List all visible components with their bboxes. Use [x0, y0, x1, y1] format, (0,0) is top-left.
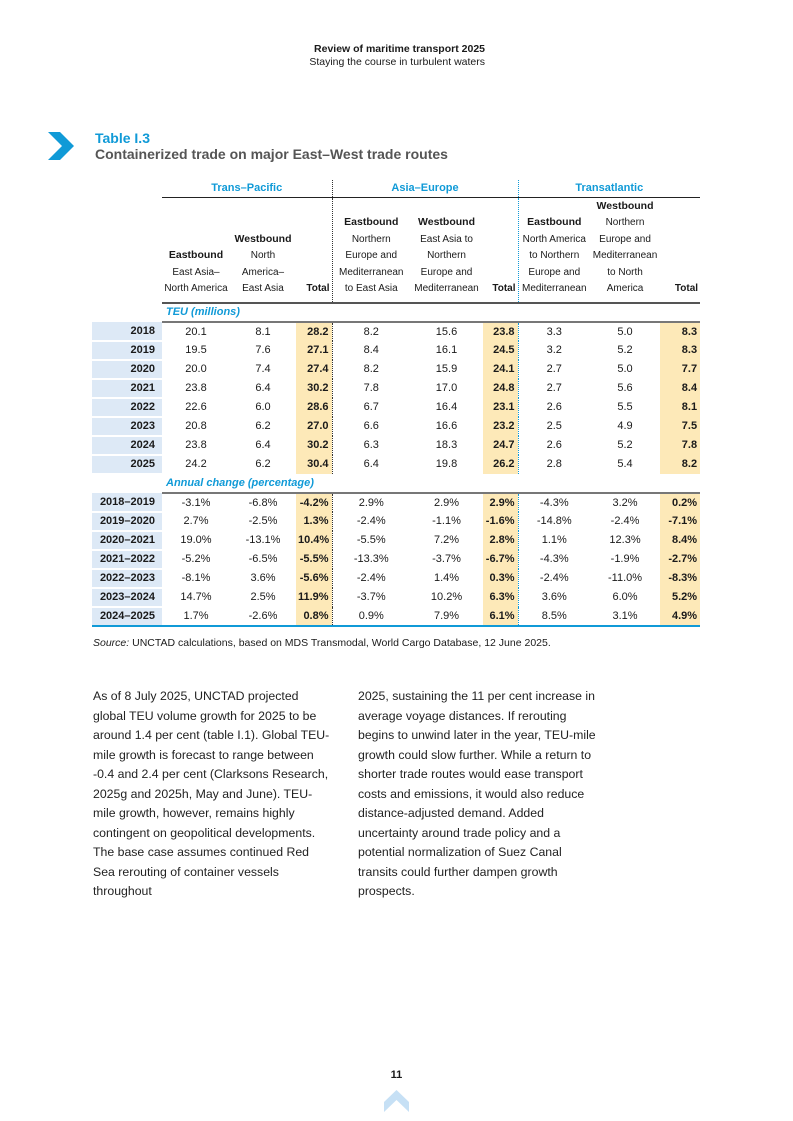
value-cell: 3.6%	[250, 572, 276, 584]
value-cell: 4.9	[617, 420, 633, 432]
column-description: East Asia–North America	[164, 266, 228, 294]
row-year: 2022–2023	[92, 569, 162, 588]
column-description: Total	[306, 283, 330, 294]
value-cell: 2.9%	[332, 493, 410, 512]
report-title: Review of maritime transport 2025	[314, 43, 485, 55]
total-cell: 7.8	[660, 436, 700, 455]
total-cell: 2.8%	[483, 531, 518, 550]
row-year: 2021–2022	[92, 550, 162, 569]
value-cell: 5.2	[617, 344, 633, 356]
value-cell: 2.9%	[433, 496, 460, 509]
row-year: 2024–2025	[92, 607, 162, 626]
row-year: 2022	[92, 398, 162, 417]
total-cell: 24.1	[483, 360, 518, 379]
section-header-row	[92, 474, 700, 493]
value-cell: 3.1%	[590, 607, 660, 626]
total-cell: 27.1	[296, 341, 332, 360]
empty-cell	[92, 197, 162, 303]
value-cell: 5.0	[617, 363, 633, 375]
total-cell: 0.2%	[660, 493, 700, 512]
total-cell: 28.2	[296, 322, 332, 341]
value-cell: 5.0	[617, 325, 633, 338]
column-header	[296, 197, 332, 303]
value-cell: 20.8	[185, 420, 207, 432]
total-cell: 8.2	[660, 455, 700, 474]
table-row	[92, 436, 700, 455]
source-label: Source:	[93, 637, 130, 649]
value-cell: 6.4	[255, 439, 271, 451]
value-cell: 8.4	[332, 341, 410, 360]
table-row	[92, 398, 700, 417]
total-cell: 8.4	[660, 379, 700, 398]
value-cell: 1.7%	[162, 607, 230, 626]
table-row	[92, 379, 700, 398]
value-cell: 2.7%	[183, 515, 209, 527]
value-cell: 6.4	[332, 455, 410, 474]
value-cell: 24.2	[185, 458, 207, 470]
report-subtitle: Staying the course in turbulent waters	[309, 56, 485, 68]
value-cell: -4.3%	[518, 550, 590, 569]
table-row	[92, 607, 700, 626]
column-direction: Eastbound	[344, 216, 399, 228]
table-row	[92, 455, 700, 474]
column-header	[332, 197, 410, 303]
value-cell: -2.4%	[332, 512, 410, 531]
value-cell: 6.7	[332, 398, 410, 417]
value-cell: 6.0	[255, 401, 271, 413]
total-cell: 7.5	[660, 417, 700, 436]
column-description: North America to Northern Europe and Mediterranean	[522, 233, 587, 294]
total-cell: 6.3%	[483, 588, 518, 607]
table-row	[92, 512, 700, 531]
row-year: 2021	[92, 379, 162, 398]
table-title: Containerized trade on major East–West trade routes	[95, 146, 448, 162]
value-cell: -2.5%	[248, 515, 278, 527]
value-cell: 6.6	[332, 417, 410, 436]
value-cell: -11.0%	[608, 572, 643, 584]
table-row	[92, 360, 700, 379]
total-cell: 27.0	[296, 417, 332, 436]
value-cell: -2.4%	[610, 515, 640, 527]
column-header	[410, 197, 483, 303]
value-cell: -6.5%	[248, 553, 278, 565]
row-year: 2023–2024	[92, 588, 162, 607]
table-source	[93, 637, 551, 649]
section-label: TEU (millions)	[162, 303, 700, 322]
value-cell: -1.9%	[610, 553, 640, 565]
page-number: 11	[390, 1069, 403, 1081]
row-year: 2023	[92, 417, 162, 436]
value-cell: -4.3%	[518, 493, 590, 512]
value-cell: 8.2	[332, 360, 410, 379]
total-cell: 1.3%	[296, 512, 332, 531]
value-cell: -13.1%	[245, 534, 281, 546]
total-cell: -7.1%	[660, 512, 700, 531]
value-cell: -3.7%	[332, 588, 410, 607]
total-cell: 2.9%	[483, 493, 518, 512]
total-cell: 4.9%	[660, 607, 700, 626]
value-cell: 8.2	[332, 322, 410, 341]
value-cell: 16.6	[435, 420, 458, 432]
value-cell: 18.3	[435, 439, 458, 451]
total-cell: 26.2	[483, 455, 518, 474]
column-description: Total	[492, 283, 516, 294]
table-row	[92, 550, 700, 569]
value-cell: 15.9	[435, 363, 458, 375]
total-cell: 6.1%	[483, 607, 518, 626]
value-cell: 22.6	[185, 401, 207, 413]
value-cell: 2.8	[518, 455, 590, 474]
total-cell: 30.2	[296, 379, 332, 398]
value-cell: -14.8%	[518, 512, 590, 531]
value-cell: 2.6	[518, 436, 590, 455]
empty-cell	[92, 303, 162, 322]
column-header	[660, 197, 700, 303]
total-cell: 23.8	[483, 322, 518, 341]
value-cell: 2.7	[518, 379, 590, 398]
total-cell: -1.6%	[483, 512, 518, 531]
value-cell: 2.5	[518, 417, 590, 436]
value-cell: 0.9%	[332, 607, 410, 626]
group-header: Asia–Europe	[332, 180, 518, 197]
value-cell: -6.8%	[248, 496, 278, 509]
chevron-right-icon	[48, 132, 76, 160]
column-description: Total	[674, 283, 699, 294]
row-year: 2024	[92, 436, 162, 455]
chevron-up-icon[interactable]	[384, 1090, 409, 1112]
table-row	[92, 322, 700, 341]
value-cell: 16.4	[435, 401, 458, 413]
body-text-column-2: 2025, sustaining the 11 per cent increase in average voyage distances. If rerouting begins to unwind later in the year, TEU-mile growth could slow further. While a return to shorter trade routes would ease transport costs and emissions, it would also reduce distance-adjusted demand. Added uncertainty around trade policy and a potential normalization of Suez Canal transits could further dampen growth prospects.	[358, 689, 596, 898]
total-cell: 0.3%	[483, 569, 518, 588]
value-cell: 19.0%	[180, 534, 212, 546]
body-text-column-1: As of 8 July 2025, UNCTAD projected global TEU volume growth for 2025 to be around 1.4 per cent (table I.1). Global TEU-mile growth is forecast to range between -0.4 and 2.4 per cent (Clarksons Research, 2025g and 2025h, May and June). TEU-mile growth, however, remains highly contingent on geopolitical developments. The base case assumes continued Red Sea rerouting of container vessels throughout	[93, 689, 330, 898]
section-header-row	[92, 303, 700, 322]
value-cell: 7.8	[332, 379, 410, 398]
row-year: 2020	[92, 360, 162, 379]
table-row	[92, 588, 700, 607]
value-cell: 15.6	[435, 325, 458, 338]
total-cell: -2.7%	[660, 550, 700, 569]
column-description: Northern Europe and Mediterranean to East Asia	[339, 233, 404, 294]
column-header	[230, 197, 296, 303]
value-cell: 6.2	[255, 420, 271, 432]
value-cell: 6.0%	[612, 591, 638, 603]
total-cell: 23.1	[483, 398, 518, 417]
value-cell: -8.1%	[181, 572, 211, 584]
value-cell: -3.7%	[432, 553, 461, 565]
column-header	[590, 197, 660, 303]
value-cell: 6.4	[255, 382, 271, 394]
group-header: Trans–Pacific	[162, 180, 332, 197]
total-cell: 7.7	[660, 360, 700, 379]
value-cell: 7.2%	[433, 534, 460, 546]
row-year: 2018–2019	[92, 493, 162, 512]
section-label: Annual change (percentage)	[162, 474, 700, 493]
value-cell: 2.7	[518, 360, 590, 379]
group-header: Transatlantic	[518, 180, 700, 197]
total-cell: -8.3%	[660, 569, 700, 588]
column-direction: Westbound	[596, 199, 654, 212]
value-cell: 5.5	[617, 401, 633, 413]
total-cell: 28.6	[296, 398, 332, 417]
total-cell: -6.7%	[483, 550, 518, 569]
column-header	[483, 197, 518, 303]
table-row	[92, 341, 700, 360]
total-cell: 0.8%	[296, 607, 332, 626]
total-cell: 24.7	[483, 436, 518, 455]
total-cell: 11.9%	[296, 588, 332, 607]
column-direction: Westbound	[418, 216, 475, 228]
row-year: 2020–2021	[92, 531, 162, 550]
value-cell: 3.2%	[612, 496, 638, 509]
table-row	[92, 493, 700, 512]
value-cell: 2.5%	[250, 591, 276, 603]
value-cell: 6.2	[255, 458, 271, 470]
value-cell: 12.3%	[609, 534, 641, 546]
column-direction: Eastbound	[527, 216, 582, 228]
value-cell: 8.1	[255, 325, 271, 338]
row-year: 2025	[92, 455, 162, 474]
value-cell: -13.3%	[332, 550, 410, 569]
value-cell: 7.4	[255, 363, 271, 375]
table-row	[92, 569, 700, 588]
source-text: UNCTAD calculations, based on MDS Transmodal, World Cargo Database, 12 June 2025.	[129, 637, 551, 649]
value-cell: 1.1%	[518, 531, 590, 550]
column-header	[162, 197, 230, 303]
value-cell: -5.2%	[181, 553, 211, 565]
total-cell: -5.6%	[296, 569, 332, 588]
total-cell: -5.5%	[296, 550, 332, 569]
value-cell: 5.4	[617, 458, 633, 470]
total-cell: 24.8	[483, 379, 518, 398]
value-cell: -2.6%	[230, 607, 296, 626]
value-cell: -2.4%	[332, 569, 410, 588]
total-cell: 8.4%	[660, 531, 700, 550]
value-cell: 7.6	[255, 344, 271, 356]
value-cell: -3.1%	[181, 496, 211, 509]
value-cell: 6.3	[332, 436, 410, 455]
column-header-row	[92, 197, 700, 303]
total-cell: -4.2%	[296, 493, 332, 512]
column-description: North America–East Asia	[241, 250, 285, 294]
row-year: 2018	[92, 322, 162, 341]
column-direction: Eastbound	[168, 249, 224, 261]
value-cell: -2.4%	[518, 569, 590, 588]
total-cell: 8.1	[660, 398, 700, 417]
value-cell: 19.8	[435, 458, 458, 470]
column-description: Northern Europe and Mediterranean to North America	[592, 217, 658, 294]
value-cell: 16.1	[435, 344, 458, 356]
total-cell: 23.2	[483, 417, 518, 436]
value-cell: 14.7%	[180, 591, 212, 603]
table-row	[92, 531, 700, 550]
running-header	[309, 43, 485, 69]
total-cell: 10.4%	[296, 531, 332, 550]
row-year: 2019	[92, 341, 162, 360]
value-cell: 3.3	[518, 322, 590, 341]
value-cell: 20.0	[185, 363, 207, 375]
value-cell: 23.8	[185, 439, 207, 451]
column-description: East Asia to Northern Europe and Mediterranean	[414, 233, 479, 294]
value-cell: 8.5%	[518, 607, 590, 626]
value-cell: 17.0	[435, 382, 458, 394]
value-cell: 20.1	[185, 325, 207, 338]
total-cell: 8.3	[660, 322, 700, 341]
total-cell: 5.2%	[660, 588, 700, 607]
empty-cell	[92, 180, 162, 197]
value-cell: -5.5%	[332, 531, 410, 550]
group-header-row	[92, 180, 700, 197]
value-cell: 5.2	[617, 439, 633, 451]
total-cell: 30.2	[296, 436, 332, 455]
value-cell: 23.8	[185, 382, 207, 394]
total-cell: 8.3	[660, 341, 700, 360]
value-cell: -1.1%	[432, 515, 461, 527]
table-row	[92, 417, 700, 436]
total-cell: 27.4	[296, 360, 332, 379]
value-cell: 19.5	[185, 344, 207, 356]
value-cell: 3.2	[518, 341, 590, 360]
row-year: 2019–2020	[92, 512, 162, 531]
value-cell: 1.4%	[433, 572, 460, 584]
value-cell: 2.6	[518, 398, 590, 417]
value-cell: 10.2%	[430, 591, 463, 603]
value-cell: 7.9%	[410, 607, 483, 626]
total-cell: 30.4	[296, 455, 332, 474]
empty-cell	[92, 474, 162, 493]
column-header	[518, 197, 590, 303]
column-direction: Westbound	[234, 232, 292, 245]
total-cell: 24.5	[483, 341, 518, 360]
value-cell: 5.6	[617, 382, 633, 394]
value-cell: 3.6%	[518, 588, 590, 607]
table-number: Table I.3	[95, 130, 150, 146]
trade-routes-table	[92, 180, 700, 627]
